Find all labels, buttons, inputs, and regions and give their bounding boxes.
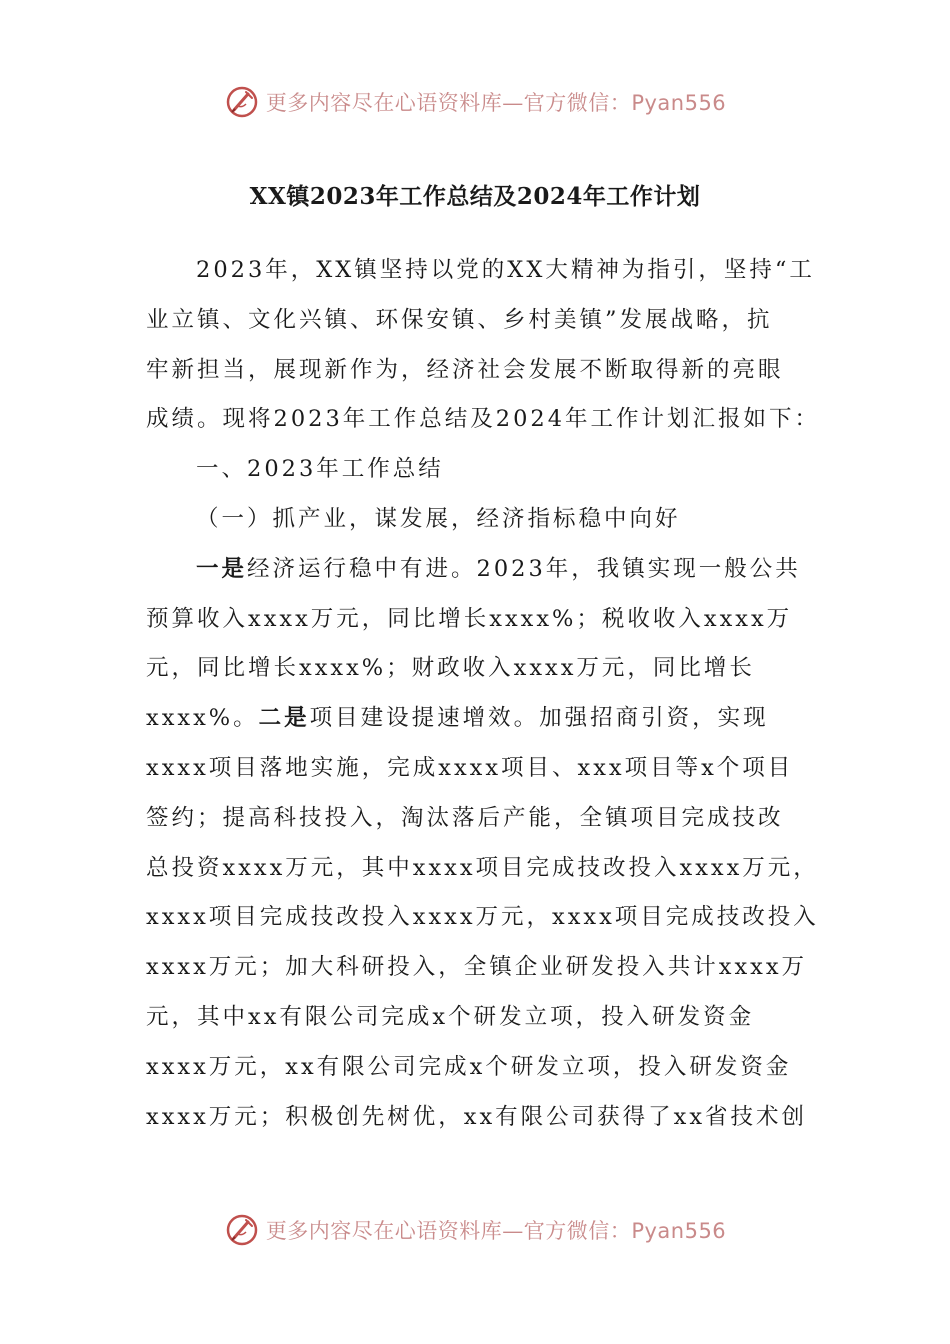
- footer-watermark: [0, 1208, 950, 1252]
- body-line: 成绩。现将2023年工作总结及2024年工作计划汇报如下：: [146, 406, 821, 433]
- document-body: [146, 246, 821, 1142]
- body-line: 预算收入xxxx万元，同比增长xxxx%；税收收入xxxx万: [146, 605, 793, 632]
- body-line: xxxx项目完成技改投入xxxx万元，xxxx项目完成技改投入: [146, 904, 819, 931]
- body-line: 签约；提高科技投入，淘汰落后产能，全镇项目完成技改: [146, 804, 784, 831]
- body-line: 一是经济运行稳中有进。2023年，我镇实现一般公共: [196, 555, 801, 582]
- body-line: 牢新担当，展现新作为，经济社会发展不断取得新的亮眼: [146, 356, 784, 383]
- body-line: xxxx项目落地实施，完成xxxx项目、xxx项目等x个项目: [146, 754, 794, 781]
- body-line: 元，同比增长xxxx%；财政收入xxxx万元，同比增长: [146, 655, 755, 682]
- document-title: XX镇2023年工作总结及2024年工作计划: [249, 183, 701, 210]
- subsection-heading: （一）抓产业，谋发展，经济指标稳中向好: [196, 505, 681, 532]
- section-heading: 一、2023年工作总结: [196, 456, 444, 483]
- body-line: 业立镇、文化兴镇、环保安镇、乡村美镇”发展战略，抗: [146, 306, 773, 333]
- header-watermark: [0, 80, 950, 124]
- body-line: 总投资xxxx万元，其中xxxx项目完成技改投入xxxx万元，: [146, 854, 819, 881]
- body-line: 元，其中xx有限公司完成x个研发立项，投入研发资金: [146, 1003, 755, 1030]
- point-label: 二是: [258, 705, 310, 732]
- body-line: xxxx%。二是项目建设提速增效。加强招商引资，实现: [146, 705, 769, 732]
- body-line: xxxx万元，xx有限公司完成x个研发立项，投入研发资金: [146, 1053, 792, 1080]
- watermark-wechat-id: Pyan556: [631, 91, 727, 115]
- body-line: xxxx万元；积极创先树优，xx有限公司获得了xx省技术创: [146, 1103, 808, 1130]
- watermark-content: [224, 84, 726, 120]
- watermark-content: [224, 1212, 726, 1248]
- pen-seal-icon: [224, 84, 260, 120]
- watermark-text: 更多内容尽在心语资料库—官方微信：Pyan556: [265, 1219, 727, 1243]
- watermark-text: 更多内容尽在心语资料库—官方微信：Pyan556: [265, 91, 727, 115]
- point-label: 一是: [196, 555, 248, 582]
- body-line: 2023年，XX镇坚持以党的XX大精神为指引，坚持“工: [196, 257, 815, 283]
- body-line: xxxx万元；加大科研投入，全镇企业研发投入共计xxxx万: [146, 954, 808, 981]
- watermark-wechat-id: Pyan556: [631, 1219, 727, 1243]
- pen-seal-icon: [224, 1212, 260, 1248]
